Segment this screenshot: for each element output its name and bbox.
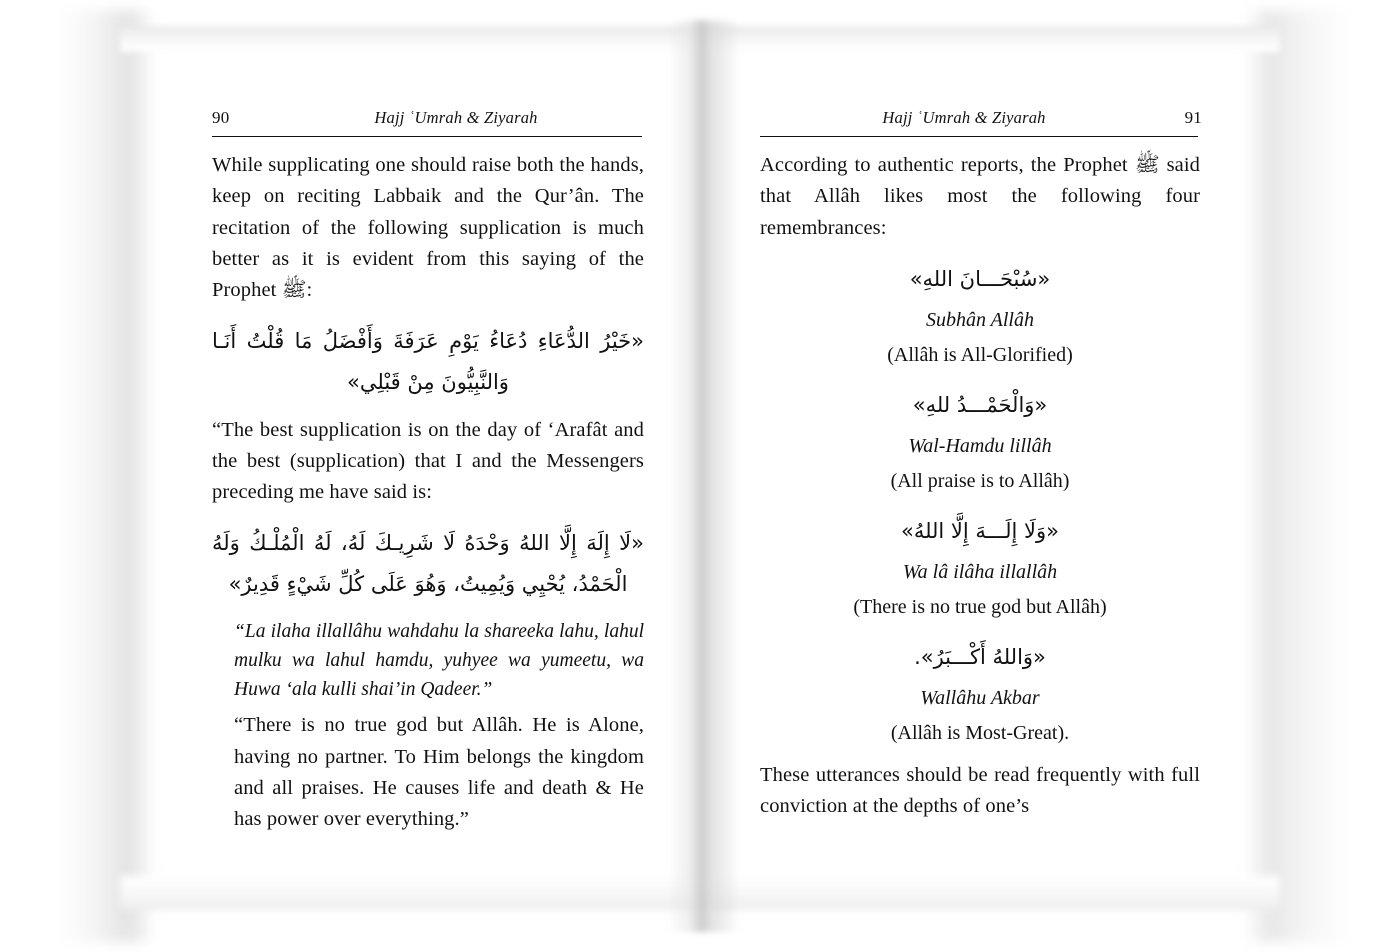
remembrance-3 bbox=[760, 512, 1200, 622]
book-gutter bbox=[668, 20, 740, 932]
remembrance-3-arabic: «وَلَا إِلَـــهَ إِلَّا اللهُ» bbox=[900, 518, 1060, 543]
remembrance-3-transliteration: Wa lâ ilâha illallâh bbox=[902, 560, 1058, 583]
right-page bbox=[740, 0, 1260, 952]
right-running-title: Hajj ʿUmrah & Ziyarah bbox=[882, 108, 1046, 127]
left-page-edge-shading bbox=[60, 10, 150, 942]
right-page-number: 91 bbox=[1184, 108, 1202, 127]
remembrance-4 bbox=[760, 638, 1200, 748]
remembrance-4-transliteration: Wallâhu Akbar bbox=[920, 686, 1040, 709]
left-arabic-hadith-2: «لَا إِلَهَ إِلَّا اللهُ وَحْدَهُ لَا شَرِيـكَ لَهُ، لَهُ الْمُلْـكُ وَلَهُ الْحَمْدُ، يُحْيِي وَيُمِيتُ، وَهُوَ عَلَى كُلِّ شَيْءٍ قَدِيرٌ» bbox=[212, 530, 644, 596]
left-page-body bbox=[212, 150, 644, 838]
left-running-head bbox=[150, 108, 670, 132]
left-page bbox=[150, 0, 670, 952]
right-running-head bbox=[740, 108, 1260, 132]
remembrance-2-arabic: «وَالْحَمْـــدُ للهِ» bbox=[912, 392, 1048, 417]
remembrance-3-meaning: (There is no true god but Allâh) bbox=[853, 595, 1107, 618]
right-page-edge-shading bbox=[1248, 10, 1348, 942]
remembrance-1-arabic: «سُبْحَـــانَ اللهِ» bbox=[909, 267, 1051, 292]
left-transliteration: “La ilaha illallâhu wahdahu la shareeka lahu, lahul mulku wa lahul hamdu, yuhyee wa yumeetu, wa Huwa ‘ala kulli shai’in Qadeer.” bbox=[234, 620, 644, 701]
right-closing-paragraph: These utterances should be read frequently with full conviction at the depths of one’s bbox=[760, 763, 1200, 817]
remembrance-4-meaning: (Allâh is Most-Great). bbox=[890, 721, 1070, 744]
right-header-rule bbox=[760, 136, 1198, 137]
remembrance-4-arabic: «وَاللهُ أَكْـــبَرُ». bbox=[914, 644, 1046, 669]
right-page-body bbox=[760, 150, 1200, 824]
remembrance-1-transliteration: Subhân Allâh bbox=[926, 308, 1034, 331]
left-transliteration-block bbox=[212, 617, 644, 705]
right-intro-paragraph: According to authentic reports, the Prophet ﷺ said that Allâh likes most the following four remembrances: bbox=[760, 154, 1200, 239]
remembrance-2-meaning: (All praise is to Allâh) bbox=[890, 469, 1070, 492]
remembrance-1 bbox=[760, 260, 1200, 370]
remembrance-1-meaning: (Allâh is All-Glorified) bbox=[887, 343, 1073, 366]
remembrance-2 bbox=[760, 386, 1200, 496]
left-running-title: Hajj ʿUmrah & Ziyarah bbox=[374, 108, 538, 127]
left-translation: “There is no true god but Allâh. He is Alone, having no partner. To Him belongs the kingdom and all praises. He causes life and death & He has power over everything.” bbox=[234, 714, 644, 831]
left-paragraph-2: “The best supplication is on the day of ‘Arafât and the best (supplication) that I and the Messengers preceding me have said is: bbox=[212, 418, 644, 504]
remembrance-2-transliteration: Wal-Hamdu lillâh bbox=[908, 434, 1052, 457]
left-page-number: 90 bbox=[212, 108, 230, 127]
left-translation-block bbox=[212, 710, 644, 835]
left-header-rule bbox=[212, 136, 642, 137]
left-paragraph-1: While supplicating one should raise both the hands, keep on reciting Labbaik and the Qur’ân. The recitation of the following supplication is much better as it is evident from this saying of the Prophet ﷺ: bbox=[212, 154, 644, 302]
left-arabic-hadith-1: «خَيْرُ الدُّعَاءِ دُعَاءُ يَوْمِ عَرَفَةَ وَأَفْضَلُ مَا قُلْتُ أَنَـا وَالنَّبِيُّونَ مِنْ قَبْلِي» bbox=[212, 328, 644, 394]
